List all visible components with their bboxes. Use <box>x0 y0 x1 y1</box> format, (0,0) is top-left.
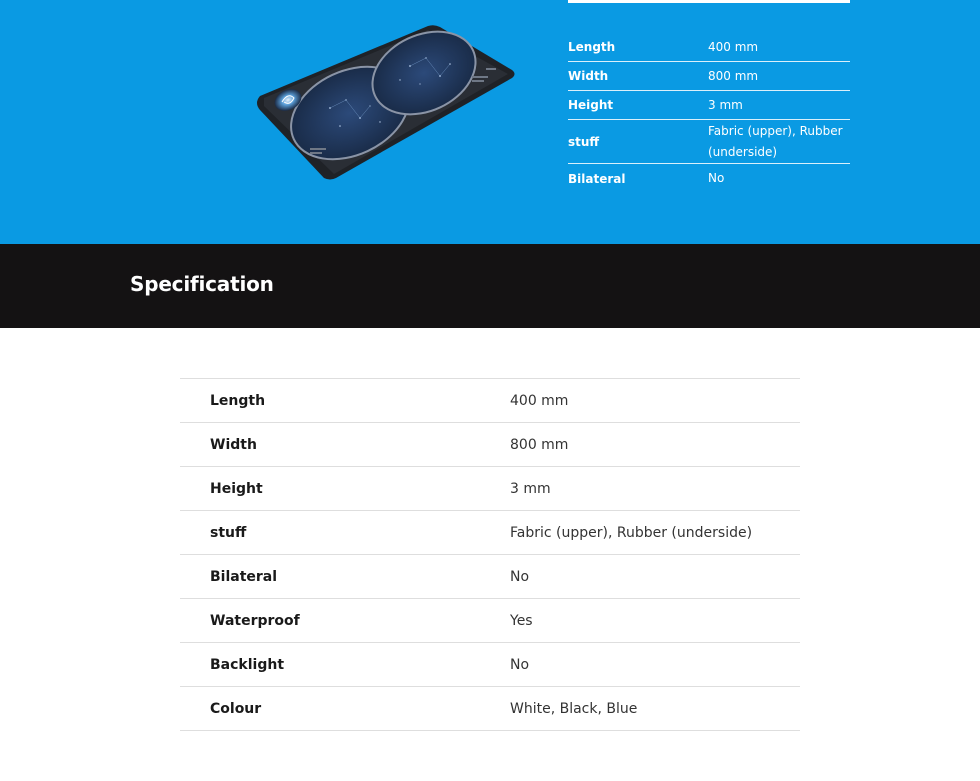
spec-value: No <box>510 568 530 585</box>
product-hero <box>0 0 980 244</box>
hero-spec-value: 800 mm <box>708 68 759 83</box>
hero-divider <box>568 0 850 3</box>
table-row <box>180 379 800 423</box>
spec-value: 3 mm <box>510 480 551 497</box>
spec-label: Colour <box>210 700 262 717</box>
hero-spec-label: Height <box>568 98 614 112</box>
hero-spec-value: Fabric (upper), Rubber (underside) <box>708 123 843 159</box>
hero-spec-value: 3 mm <box>708 97 743 112</box>
spec-table <box>180 378 800 731</box>
table-row <box>180 467 800 511</box>
hero-spec-row <box>568 164 850 193</box>
hero-spec-label: Length <box>568 40 616 54</box>
spec-value: White, Black, Blue <box>510 700 638 717</box>
spec-label: stuff <box>210 524 247 541</box>
spec-label: Height <box>210 480 263 497</box>
hero-spec-row <box>568 91 850 120</box>
product-image <box>250 18 530 188</box>
table-row <box>180 687 800 731</box>
spec-value: No <box>510 656 530 673</box>
table-row <box>180 423 800 467</box>
hero-spec-list <box>568 33 850 193</box>
spec-label: Width <box>210 436 257 453</box>
hero-spec-label: stuff <box>568 134 600 149</box>
table-row <box>180 511 800 555</box>
section-title: Specification <box>130 272 274 296</box>
spec-value: Fabric (upper), Rubber (underside) <box>510 524 753 541</box>
spec-label: Bilateral <box>210 568 278 585</box>
hero-spec-value: No <box>708 171 725 185</box>
hero-spec-label: Bilateral <box>568 171 626 186</box>
hero-spec-row <box>568 62 850 91</box>
spec-value: 400 mm <box>510 392 569 409</box>
table-row <box>180 599 800 643</box>
hero-spec-row <box>568 33 850 62</box>
hero-spec-value: 400 mm <box>708 39 759 54</box>
table-row <box>180 555 800 599</box>
hero-spec-label: Width <box>568 69 609 83</box>
spec-label: Waterproof <box>210 612 300 629</box>
spec-value: 800 mm <box>510 436 569 453</box>
hero-spec-row <box>568 120 850 164</box>
spec-label: Backlight <box>210 656 285 673</box>
table-row <box>180 643 800 687</box>
spec-label: Length <box>210 392 266 409</box>
spec-value: Yes <box>510 612 533 629</box>
